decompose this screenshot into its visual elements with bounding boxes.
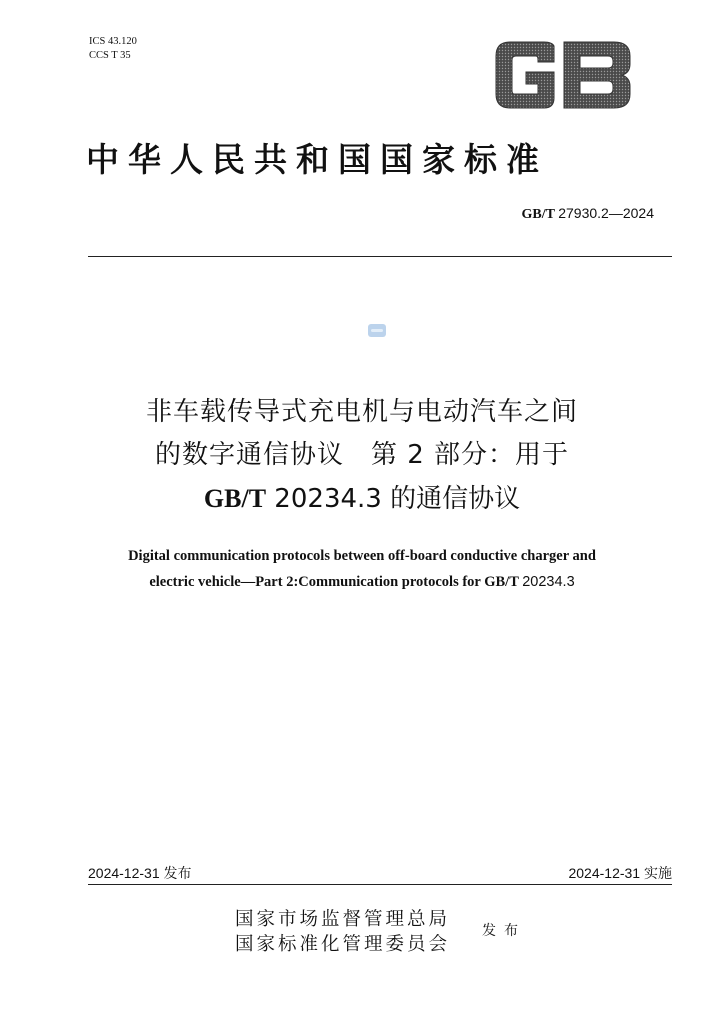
title-cn-line-3-text: 20234.3 的通信协议 [266,484,521,514]
gb-standard-logo [492,40,634,110]
title-en-line-2 [62,569,662,595]
title-cn-line-2: 的数字通信协议 第 2 部分：用于 [154,440,570,470]
title-cn-line-1: 非车载传导式充电机与电动汽车之间 [145,397,578,427]
title-en-line-1: Digital communication protocols between off-board conductive charger and [128,548,596,564]
ccs-code: CCS T 35 [89,50,131,61]
standard-number [522,205,654,223]
publish-label: 发布 [482,923,526,939]
implementation-date-label: 实施 [644,866,672,882]
header-divider [88,256,672,257]
standard-number-value: 27930.2—2024 [558,205,654,221]
watermark-icon [368,324,386,337]
issuer-line-2: 国家标准化管理委员会 [235,934,451,955]
implementation-date [568,863,672,883]
ics-code: ICS 43.120 [89,36,137,47]
title-en-line-2-number: 20234.3 [522,574,575,590]
footer-divider [88,884,672,885]
issue-date-label: 发布 [163,866,192,882]
national-standard-title: 中华人民共和国国家标准 [86,140,548,179]
standard-prefix: GB/T [521,207,555,222]
title-cn-gbt-prefix: GB/T [203,484,267,513]
issuing-authorities [235,907,450,957]
issuer-line-1: 国家市场监督管理总局 [235,909,451,930]
title-en-line-2-text: electric vehicle—Part 2:Communication protocols for GB/T [149,574,523,590]
issue-date-value: 2024-12-31 [88,865,160,881]
issue-date [88,863,192,883]
implementation-date-value: 2024-12-31 [568,865,641,881]
title-cn-line-3 [62,477,662,521]
classification-codes [89,35,137,63]
